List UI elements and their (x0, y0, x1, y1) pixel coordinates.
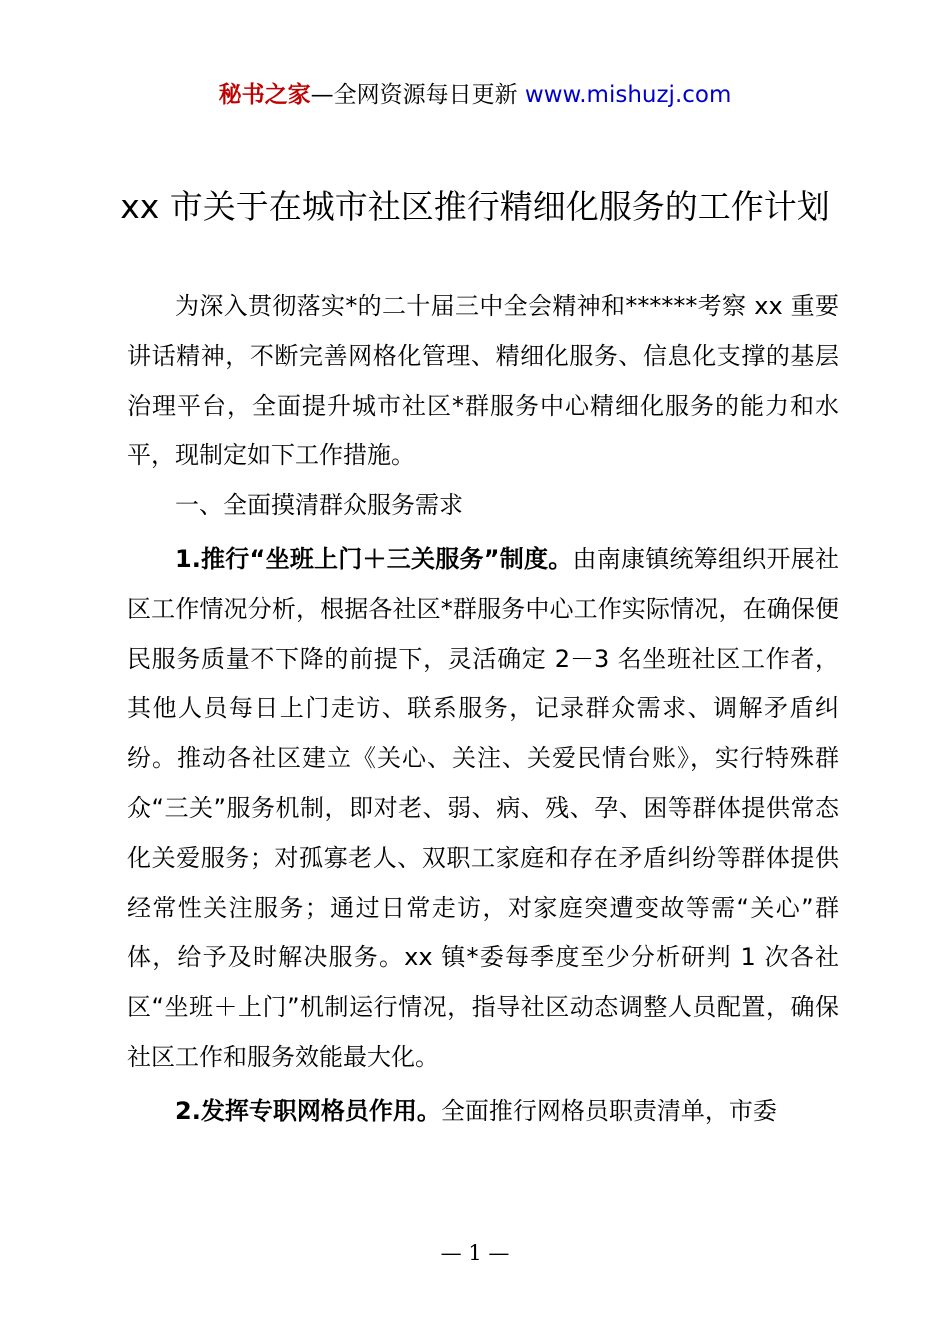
site-url[interactable]: www.mishuzj.com (524, 82, 732, 108)
item-1-paragraph (127, 535, 839, 1083)
site-header (0, 78, 950, 112)
item-2-paragraph (127, 1087, 839, 1137)
item-2-text: 全面推行网格员职责清单，市委 (440, 1096, 777, 1125)
item-1-lead: 1.推行“坐班上门＋三关服务”制度。 (175, 544, 573, 573)
document-body (127, 282, 839, 1137)
brand-name: 秘书之家 (218, 82, 311, 108)
item-1-text: 由南康镇统筹组织开展社区工作情况分析，根据各社区*群服务中心工作实际情况，在确保便民服务质量不下降的前提下，灵活确定 2－3 名坐班社区工作者，其他人员每日上门走访、联系服务，记录群众需求、调解矛盾纠纷。推动各社区建立《关心、关注、关爱民情台账》，实行特殊群众“三关”服务机制，即对老、弱、病、残、孕、困等群体提供常态化关爱服务；对孤寡老人、双职工家庭和存在矛盾纠纷等群体提供经常性关注服务；通过日常走访，对家庭突遭变故等需“关心”群体，给予及时解决服务。xx 镇*委每季度至少分析研判 1 次各社区“坐班＋上门”机制运行情况，指导社区动态调整人员配置，确保社区工作和服务效能最大化。 (127, 544, 839, 1071)
header-tagline: —全网资源每日更新 (310, 82, 518, 108)
section-heading: 一、全面摸清群众服务需求 (175, 491, 463, 520)
intro-paragraph: 为深入贯彻落实*的二十届三中全会精神和******考察 xx 重要讲话精神，不断完善网格化管理、精细化服务、信息化支撑的基层治理平台，全面提升城市社区*群服务中心精细化服务的能力和水平，现制定如下工作措施。 (127, 292, 839, 470)
document-title: xx 市关于在城市社区推行精细化服务的工作计划 (120, 187, 830, 226)
item-2-lead: 2.发挥专职网格员作用。 (175, 1096, 441, 1125)
page-number: — 1 — (440, 1241, 510, 1265)
